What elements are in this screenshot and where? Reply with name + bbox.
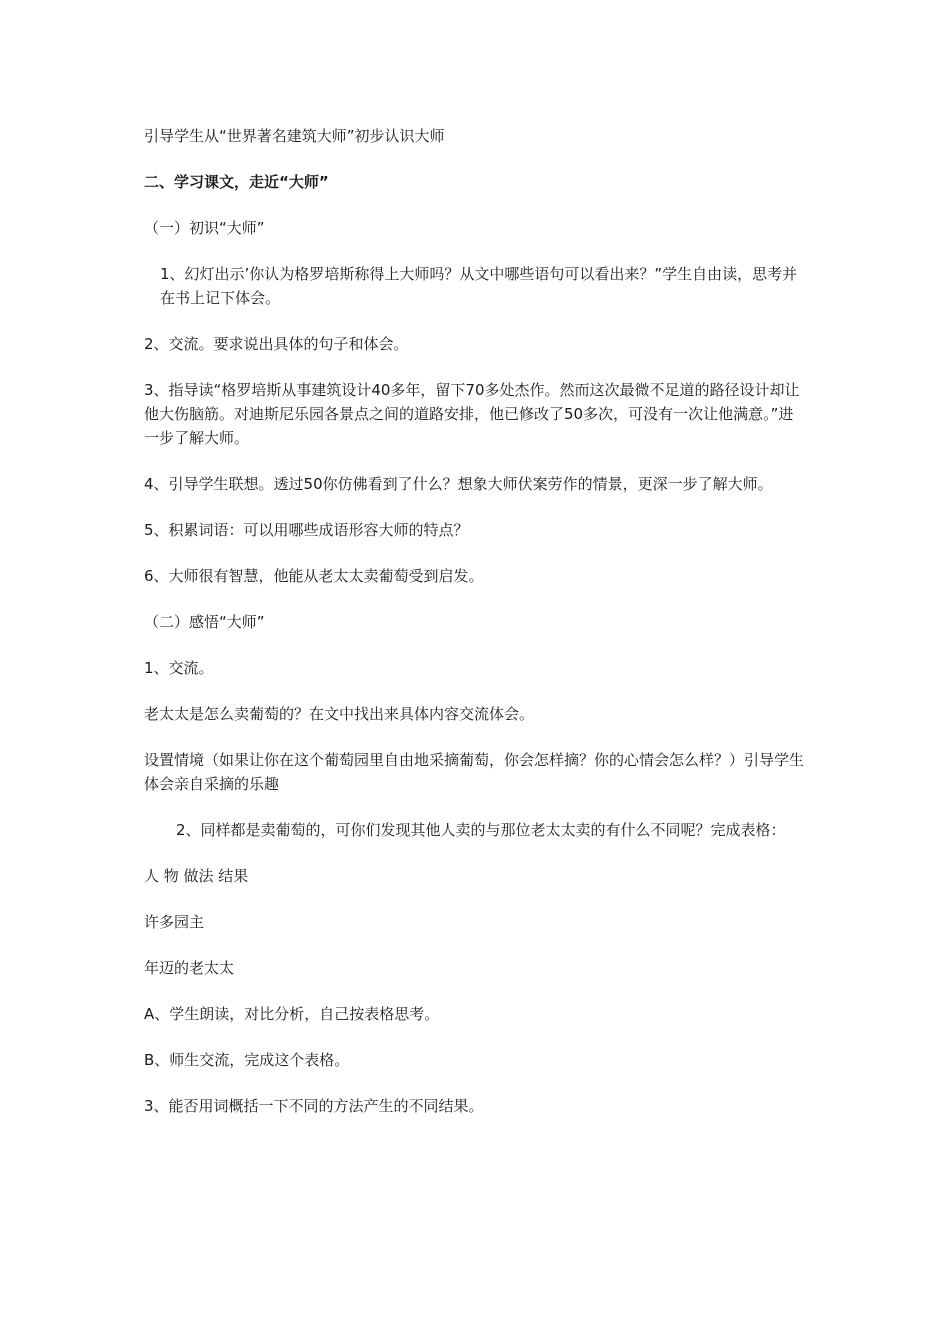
comparison-paragraph: 2、同样都是卖葡萄的，可你们发现其他人卖的与那位老太太卖的有什么不同呢？完成表格： xyxy=(176,821,786,839)
intro-paragraph: 引导学生从“世界著名建筑大师”初步认识大师 xyxy=(144,127,445,145)
step-3-paragraph: 3、指导读“格罗培斯从事建筑设计40多年，留下70多处杰作。然而这次最微不足道的路径设计却让他大伤脑筋。对迪斯尼乐园各景点之间的道路安排，他已修改了50多次，可没有一次让他满意。”进一步了解大师。 xyxy=(144,381,800,447)
summary-question-paragraph: 3、能否用词概括一下不同的方法产生的不同结果。 xyxy=(144,1097,484,1115)
step-6-paragraph: 6、大师很有智慧，他能从老太太卖葡萄受到启发。 xyxy=(144,567,484,585)
table-row-owners: 许多园主 xyxy=(144,913,205,931)
section-heading-2: 二、学习课文，走近“大师” xyxy=(144,173,329,191)
table-header-line: 人 物 做法 结果 xyxy=(144,867,249,885)
step-1-paragraph: 1、幻灯出示’你认为格罗培斯称得上大师吗？从文中哪些语句可以看出来？”学生自由读，思考并在书上记下体会。 xyxy=(160,265,798,307)
subsection-heading-1: （一）初识“大师” xyxy=(144,219,265,237)
table-row-old-lady: 年迈的老太太 xyxy=(144,959,235,977)
step-4-paragraph: 4、引导学生联想。透过50你仿佛看到了什么？想象大师伏案劳作的情景，更深一步了解大师。 xyxy=(144,475,773,493)
step-b-paragraph: B、师生交流，完成这个表格。 xyxy=(144,1051,350,1069)
document-body xyxy=(144,124,808,1140)
step-a-paragraph: A、学生朗读，对比分析，自己按表格思考。 xyxy=(144,1005,440,1023)
step-2-paragraph: 2、交流。要求说出具体的句子和体会。 xyxy=(144,335,409,353)
exchange-paragraph: 1、交流。 xyxy=(144,659,214,677)
grape-question-paragraph: 老太太是怎么卖葡萄的？在文中找出来具体内容交流体会。 xyxy=(144,705,535,723)
subsection-heading-2: （二）感悟“大师” xyxy=(144,613,265,631)
step-5-paragraph: 5、积累词语：可以用哪些成语形容大师的特点？ xyxy=(144,521,469,539)
scenario-paragraph: 设置情境（如果让你在这个葡萄园里自由地采摘葡萄，你会怎样摘？你的心情会怎么样？）引导学生体会亲自采摘的乐趣 xyxy=(144,751,805,793)
